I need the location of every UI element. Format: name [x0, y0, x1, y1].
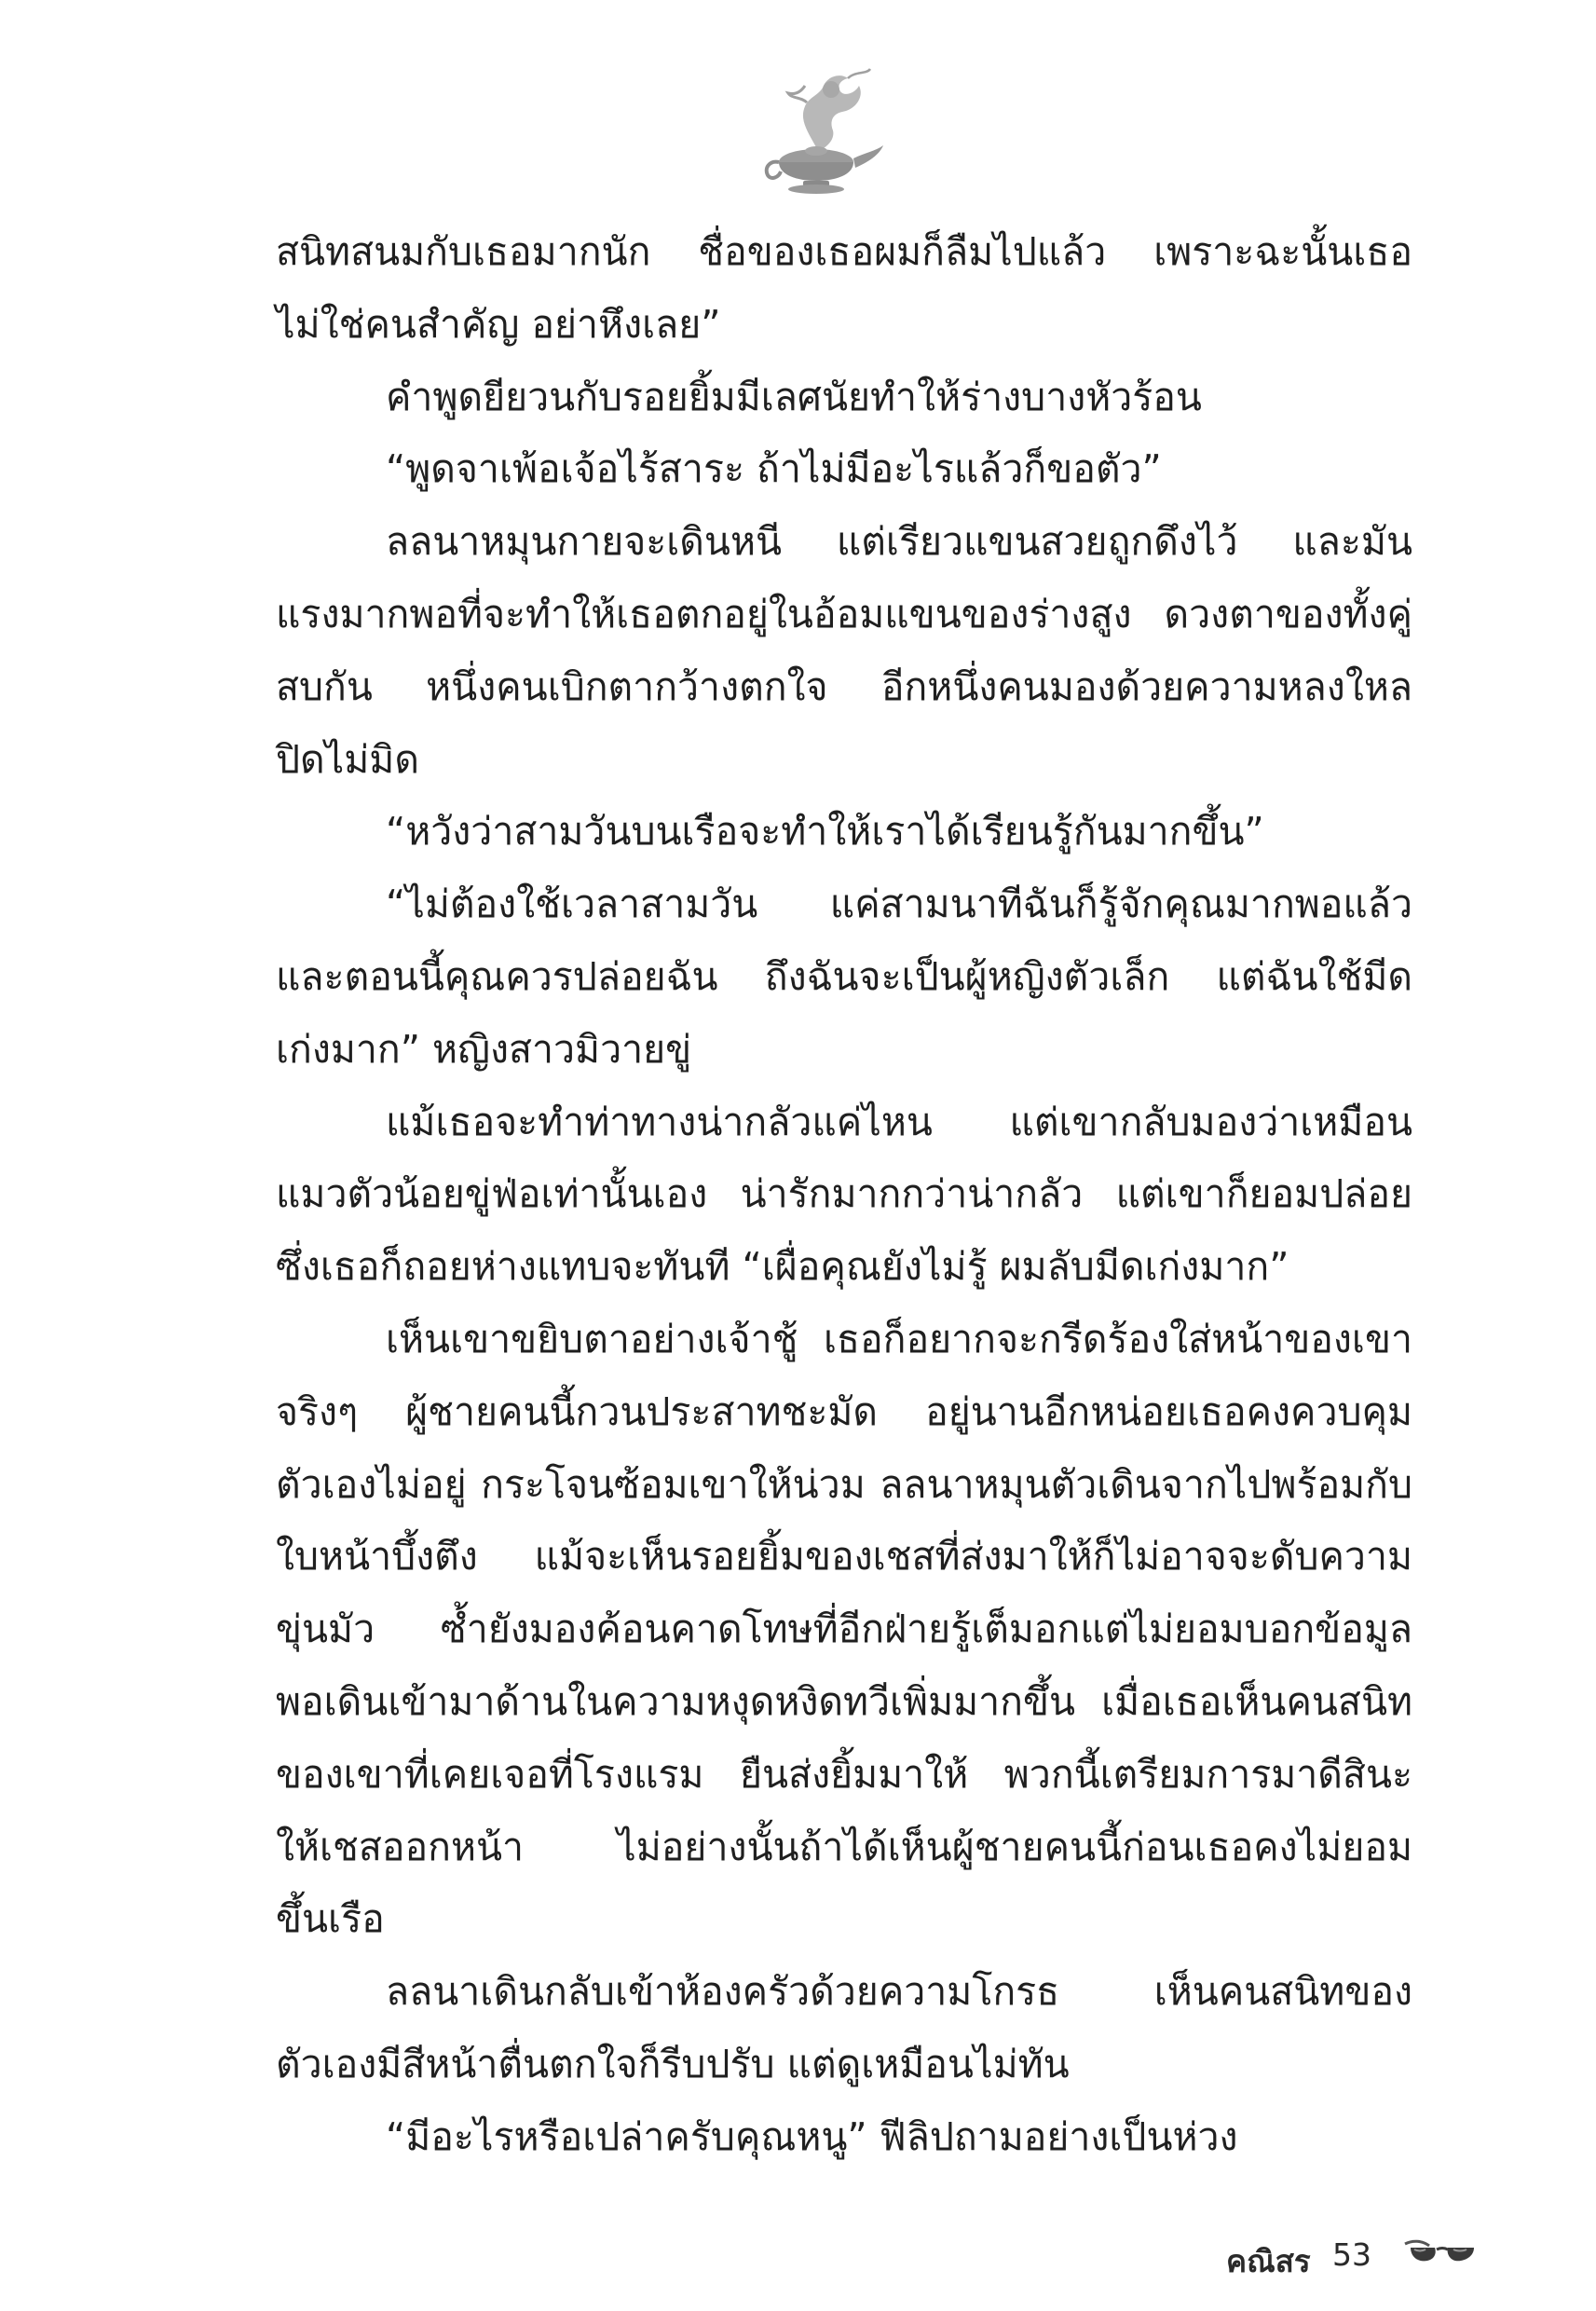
text-line: พอเดินเข้ามาด้านในความหงุดหงิดทวีเพิ่มมากขึ้น เมื่อเธอเห็นคนสนิท	[276, 1678, 1412, 1724]
text-line: ตัวเองมีสีหน้าตื่นตกใจก็รีบปรับ แต่ดูเหมือนไม่ทัน	[276, 2041, 1070, 2086]
text-line: “พูดจาเพ้อเจ้อไร้สาระ ถ้าไม่มีอะไรแล้วก็ขอตัว”	[386, 446, 1162, 492]
text-line: ไม่ใช่คนสำคัญ อย่าหึงเลย”	[276, 301, 721, 347]
text-line: ขึ้นเรือ	[276, 1896, 385, 1942]
text-line: ลลนาหมุนกายจะเดินหนี แต่เรียวแขนสวยถูกดึงไว้ และมัน	[386, 519, 1412, 565]
text-line: ใบหน้าบึ้งตึง แม้จะเห็นรอยยิ้มของเชสที่ส่งมาให้ก็ไม่อาจจะดับความ	[276, 1534, 1412, 1579]
sunglasses-icon	[1403, 2235, 1478, 2272]
text-line: ซึ่งเธอก็ถอยห่างแทบจะทันที “เผื่อคุณยังไม่รู้ ผมลับมีดเก่งมาก”	[276, 1244, 1289, 1290]
text-line: แรงมากพอที่จะทำให้เธอตกอยู่ในอ้อมแขนของร่างสูง ดวงตาของทั้งคู่	[276, 591, 1412, 636]
body-text	[276, 216, 1412, 2174]
text-line: ให้เชสออกหน้า ไม่อย่างนั้นถ้าได้เห็นผู้ชายคนนี้ก่อนเธอคงไม่ยอม	[276, 1824, 1412, 1869]
text-line: ของเขาที่เคยเจอที่โรงแรม ยืนส่งยิ้มมาให้ พวกนี้เตรียมการมาดีสินะ	[276, 1751, 1412, 1797]
text-line: ปิดไม่มิด	[276, 736, 419, 782]
text-line: แม้เธอจะทำท่าทางน่ากลัวแค่ไหน แต่เขากลับมองว่าเหมือน	[386, 1099, 1412, 1144]
text-line: ตัวเองไม่อยู่ กระโจนซ้อมเขาให้น่วม ลลนาหมุนตัวเดินจากไปพร้อมกับ	[276, 1461, 1412, 1507]
text-line: แมวตัวน้อยขู่ฟ่อเท่านั้นเอง น่ารักมากกว่าน่ากลัว แต่เขาก็ยอมปล่อย	[276, 1171, 1412, 1217]
text-line: เก่งมาก” หญิงสาวมิวายขู่	[276, 1026, 692, 1072]
text-line: จริงๆ ผู้ชายคนนี้กวนประสาทชะมัด อยู่นานอีกหน่อยเธอคงควบคุม	[276, 1388, 1412, 1434]
book-title: คณิสร	[1226, 2243, 1311, 2279]
genie-lamp-icon	[751, 65, 891, 196]
text-line: ลลนาเดินกลับเข้าห้องครัวด้วยความโกรธ เห็นคนสนิทของ	[386, 1969, 1412, 2015]
text-line: สนิทสนมกับเธอมากนัก ชื่อของเธอผมก็ลืมไปแล้ว เพราะฉะนั้นเธอ	[276, 229, 1412, 274]
text-line: และตอนนี้คุณควรปล่อยฉัน ถึงฉันจะเป็นผู้หญิงตัวเล็ก แต่ฉันใช้มีด	[276, 953, 1412, 999]
text-line: สบกัน หนึ่งคนเบิกตากว้างตกใจ อีกหนึ่งคนมองด้วยความหลงใหล	[276, 663, 1412, 709]
text-line: “ไม่ต้องใช้เวลาสามวัน แค่สามนาทีฉันก็รู้จักคุณมากพอแล้ว	[386, 882, 1412, 927]
text-line: คำพูดยียวนกับรอยยิ้มมีเลศนัยทำให้ร่างบางหัวร้อน	[386, 374, 1202, 419]
text-line: ขุ่นมัว ซ้ำยังมองค้อนคาดโทษที่อีกฝ่ายรู้เต็มอกแต่ไม่ยอมบอกข้อมูล	[276, 1607, 1412, 1652]
text-line: “มีอะไรหรือเปล่าครับคุณหนู” ฟีลิปถามอย่างเป็นห่วง	[386, 2113, 1238, 2159]
text-line: “หวังว่าสามวันบนเรือจะทำให้เราได้เรียนรู้กันมากขึ้น”	[386, 809, 1264, 855]
page-footer	[1193, 2235, 1491, 2281]
page-number: 53	[1332, 2236, 1371, 2273]
text-line: เห็นเขาขยิบตาอย่างเจ้าชู้ เธอก็อยากจะกรีดร้องใส่หน้าของเขา	[386, 1316, 1412, 1361]
